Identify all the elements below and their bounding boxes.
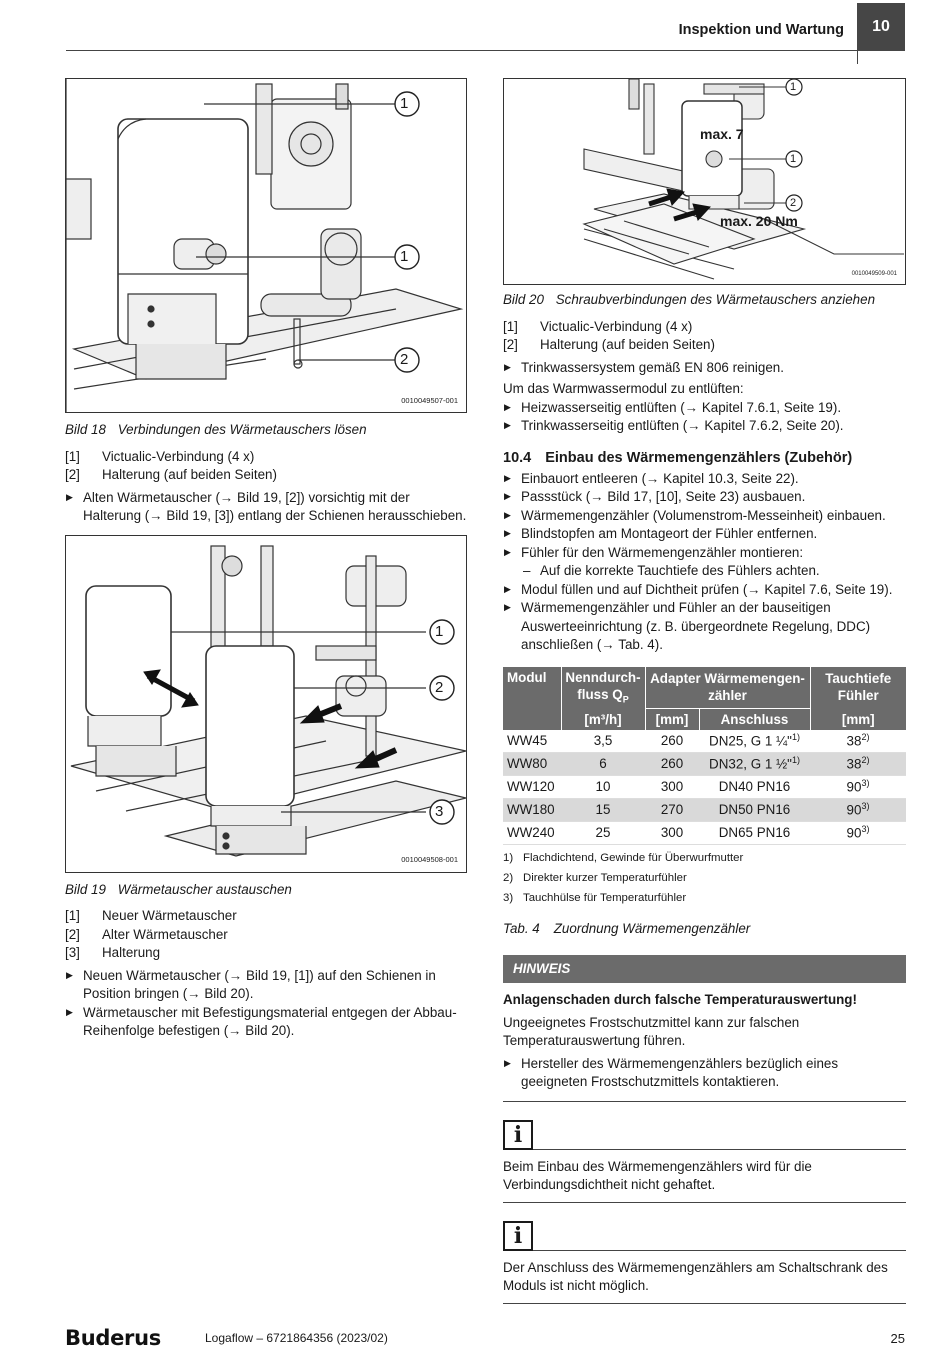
info-icon: i xyxy=(503,1120,533,1150)
info-block-1 xyxy=(503,1120,906,1203)
section-title: Einbau des Wärmemengenzählers (Zubehör) xyxy=(545,449,853,466)
step-list xyxy=(65,967,467,1041)
legend-item: [2] Halterung (auf beiden Seiten) xyxy=(65,467,277,482)
figure-20-caption-label: Bild 20 xyxy=(503,292,544,307)
figure-18-callout-2: 2 xyxy=(400,351,409,368)
figure-19-callout-3: 3 xyxy=(435,802,444,820)
step-item: ▶ Neuen Wärmetauscher (→ Bild 19, [1]) auf den Schienen in Position bringen (→ Bild 20). xyxy=(65,967,467,1004)
col-header-adapter-mm: [mm] xyxy=(645,708,699,730)
legend-item: [3] Halterung xyxy=(65,945,161,960)
step-item: ▶ Einbauort entleeren (→ Kapitel 10.3, Seite 22). xyxy=(503,470,906,489)
footnote: 1) Flachdichtend, Gewinde für Überwurfmutter xyxy=(503,852,744,865)
step-list xyxy=(65,489,467,526)
sub-step-item: – Auf die korrekte Tauchtiefe des Fühlers achten. xyxy=(503,562,906,581)
legend-item: [2] Alter Wärmetauscher xyxy=(65,926,228,942)
figure-18-callout-1: 1 xyxy=(400,95,409,112)
section-heading xyxy=(503,448,906,468)
right-column xyxy=(503,78,906,1304)
figure-18-legend xyxy=(65,448,467,485)
step-item: ▶ Trinkwassersystem gemäß EN 806 reinigen. xyxy=(503,359,906,378)
figure-18-caption-text: Verbindungen des Wärmetauschers lösen xyxy=(117,422,367,437)
figure-19-callout-1: 1 xyxy=(435,622,444,640)
step-item: ▶ Modul füllen und auf Dichtheit prüfen (→ Kapitel 7.6, Seite 19). xyxy=(503,581,906,600)
figure-20-callout-1b: 1 xyxy=(790,153,797,165)
left-column xyxy=(65,78,467,1041)
figure-18-caption xyxy=(65,421,467,440)
figure-18-caption-label: Bild 18 xyxy=(65,422,106,437)
step-item: ▶ Trinkwasserseitig entlüften (→ Kapitel 7.6.2, Seite 20). xyxy=(503,417,906,436)
info-icon: i xyxy=(503,1221,533,1251)
brand-logo: Buderus xyxy=(65,1326,161,1350)
step-list xyxy=(503,359,906,378)
col-header-adapter-conn: Anschluss xyxy=(699,708,810,730)
table-caption-text: Zuordnung Wärmemengenzähler xyxy=(553,921,751,937)
info-text: Beim Einbau des Wärmemengenzählers wird für die Verbindungsdichtheit nicht gehaftet. xyxy=(503,1158,812,1193)
table-caption xyxy=(503,920,906,939)
figure-20-legend xyxy=(503,318,906,355)
figure-19-caption-text: Wärmetauscher austauschen xyxy=(117,881,292,897)
footnote: 2) Direkter kurzer Temperaturfühler xyxy=(503,871,687,884)
info-block-2 xyxy=(503,1221,906,1304)
torque-label-2: max. 20 Nm xyxy=(720,213,798,229)
step-item: ▶ Wärmetauscher mit Befestigungsmaterial entgegen der Abbau-Reihenfolge befestigen (→ Bild 20). xyxy=(65,1004,467,1041)
figure-20-id: 0010049509-001 xyxy=(851,270,897,277)
table-row: WW180 15 270 DN50 PN16 90$^{3)}$ xyxy=(503,799,906,822)
figure-18 xyxy=(65,78,467,413)
figure-19-callout-2: 2 xyxy=(435,678,444,696)
figure-20-callout-1: 1 xyxy=(790,81,797,93)
figure-20-caption-text: Schraubverbindungen des Wärmetauschers anziehen xyxy=(555,292,876,307)
figure-20-callout-2: 2 xyxy=(790,197,797,209)
table-row: WW120 10 300 DN40 PN16 90$^{3)}$ xyxy=(503,776,906,799)
info-text: Der Anschluss des Wärmemengenzählers am Schaltschrank des Moduls ist nicht möglich. xyxy=(503,1259,888,1294)
legend-item: [1] Victualic-Verbindung (4 x) xyxy=(503,318,693,334)
col-header-modul: Modul xyxy=(503,667,561,731)
notice-text: Ungeeignetes Frostschutzmittel kann zur falschen Temperaturauswertung führen. xyxy=(503,1014,800,1049)
notice-end-rule xyxy=(503,1096,906,1102)
table-row: WW240 25 300 DN65 PN16 90$^{3)}$ xyxy=(503,822,906,845)
install-step-list xyxy=(503,470,906,655)
table-caption-label: Tab. 4 xyxy=(503,921,540,937)
running-header-title: Inspektion und Wartung xyxy=(678,22,844,38)
step-item: ▶ Wärmemengenzähler (Volumenstrom-Messeinheit) einbauen. xyxy=(503,507,906,526)
chapter-number-badge: 10 xyxy=(857,3,905,51)
col-header-depth: Tauchtiefe Fühler xyxy=(810,667,906,709)
col-header-depth-unit: [mm] xyxy=(810,708,906,730)
step-item: ▶ Passstück (→ Bild 17, [10], Seite 23) ausbauen. xyxy=(503,488,906,507)
figure-18-callouts xyxy=(395,92,419,372)
step-item: ▶ Alten Wärmetauscher (→ Bild 19, [2]) vorsichtig mit der Halterung (→ Bild 19, [3]) entlang der Schienen herausschieben. xyxy=(65,489,467,526)
vent-step-list xyxy=(503,399,906,436)
header-rule xyxy=(66,50,858,51)
step-item: ▶ Heizwasserseitig entlüften (→ Kapitel 7.6.1, Seite 19). xyxy=(503,399,906,418)
vent-intro: Um das Warmwassermodul zu entlüften: xyxy=(503,381,744,396)
figure-20 xyxy=(503,78,906,285)
figure-19-caption xyxy=(65,881,467,900)
step-item: ▶ Wärmemengenzähler und Fühler an der bauseitigen Auswerteeinrichtung (z. B. übergeordnete Regelung, DDC) anschließen (→ Tab. 4). xyxy=(503,599,906,655)
figure-18-id: 0010049507-001 xyxy=(401,395,458,405)
notice-bar: HINWEIS xyxy=(503,955,906,984)
table-row: WW45 3,5 260 DN25, G 1 ¼"$^{1)}$ 38$^{2)}$ xyxy=(503,730,906,752)
notice-title: Anlagenschaden durch falsche Temperaturauswertung! xyxy=(503,992,857,1008)
step-item: ▶ Fühler für den Wärmemengenzähler montieren: xyxy=(503,544,906,563)
col-header-flow: Nenndurch- fluss $Q_P$ xyxy=(561,667,645,709)
legend-item: [1] Neuer Wärmetauscher xyxy=(65,908,237,923)
figure-20-callouts xyxy=(786,79,802,211)
figure-19-id: 0010049508-001 xyxy=(401,855,458,865)
heat-exchanger-replace-illustration xyxy=(66,536,466,872)
col-header-flow-unit: [m³/h] xyxy=(561,708,645,730)
figure-18-callout-1b: 1 xyxy=(400,248,409,265)
header-tick xyxy=(857,50,858,64)
info-end-rule xyxy=(503,1199,906,1203)
page-number: 25 xyxy=(890,1331,905,1346)
figure-19-caption-label: Bild 19 xyxy=(65,881,106,897)
step-item: ▶ Hersteller des Wärmemengenzählers bezüglich eines geeigneten Frostschutzmittels kontaktieren. xyxy=(503,1055,906,1092)
document-reference: Logaflow – 6721864356 (2023/02) xyxy=(205,1331,388,1345)
info-end-rule xyxy=(503,1300,906,1304)
legend-item: [2] Halterung (auf beiden Seiten) xyxy=(503,337,715,352)
step-item: ▶ Blindstopfen am Montageort der Fühler entfernen. xyxy=(503,525,906,544)
section-number: 10.4 xyxy=(503,449,532,466)
figure-20-caption xyxy=(503,291,906,310)
footnote: 3) Tauchhülse für Temperaturfühler xyxy=(503,891,687,904)
notice-step-list xyxy=(503,1055,906,1092)
legend-item: [1] Victualic-Verbindung (4 x) xyxy=(65,448,255,464)
figure-19 xyxy=(65,535,467,873)
tighten-screws-illustration xyxy=(504,79,905,284)
col-header-adapter: Adapter Wärmemengen-zähler xyxy=(645,667,810,709)
heat-meter-table xyxy=(503,667,906,846)
info-rule xyxy=(533,1149,906,1150)
table-row: WW80 6 260 DN32, G 1 ½"$^{1)}$ 38$^{2)}$ xyxy=(503,753,906,776)
table-footnotes xyxy=(503,851,906,906)
torque-label-1: max. 7 xyxy=(700,126,744,142)
info-rule xyxy=(533,1250,906,1251)
figure-19-legend xyxy=(65,907,467,963)
